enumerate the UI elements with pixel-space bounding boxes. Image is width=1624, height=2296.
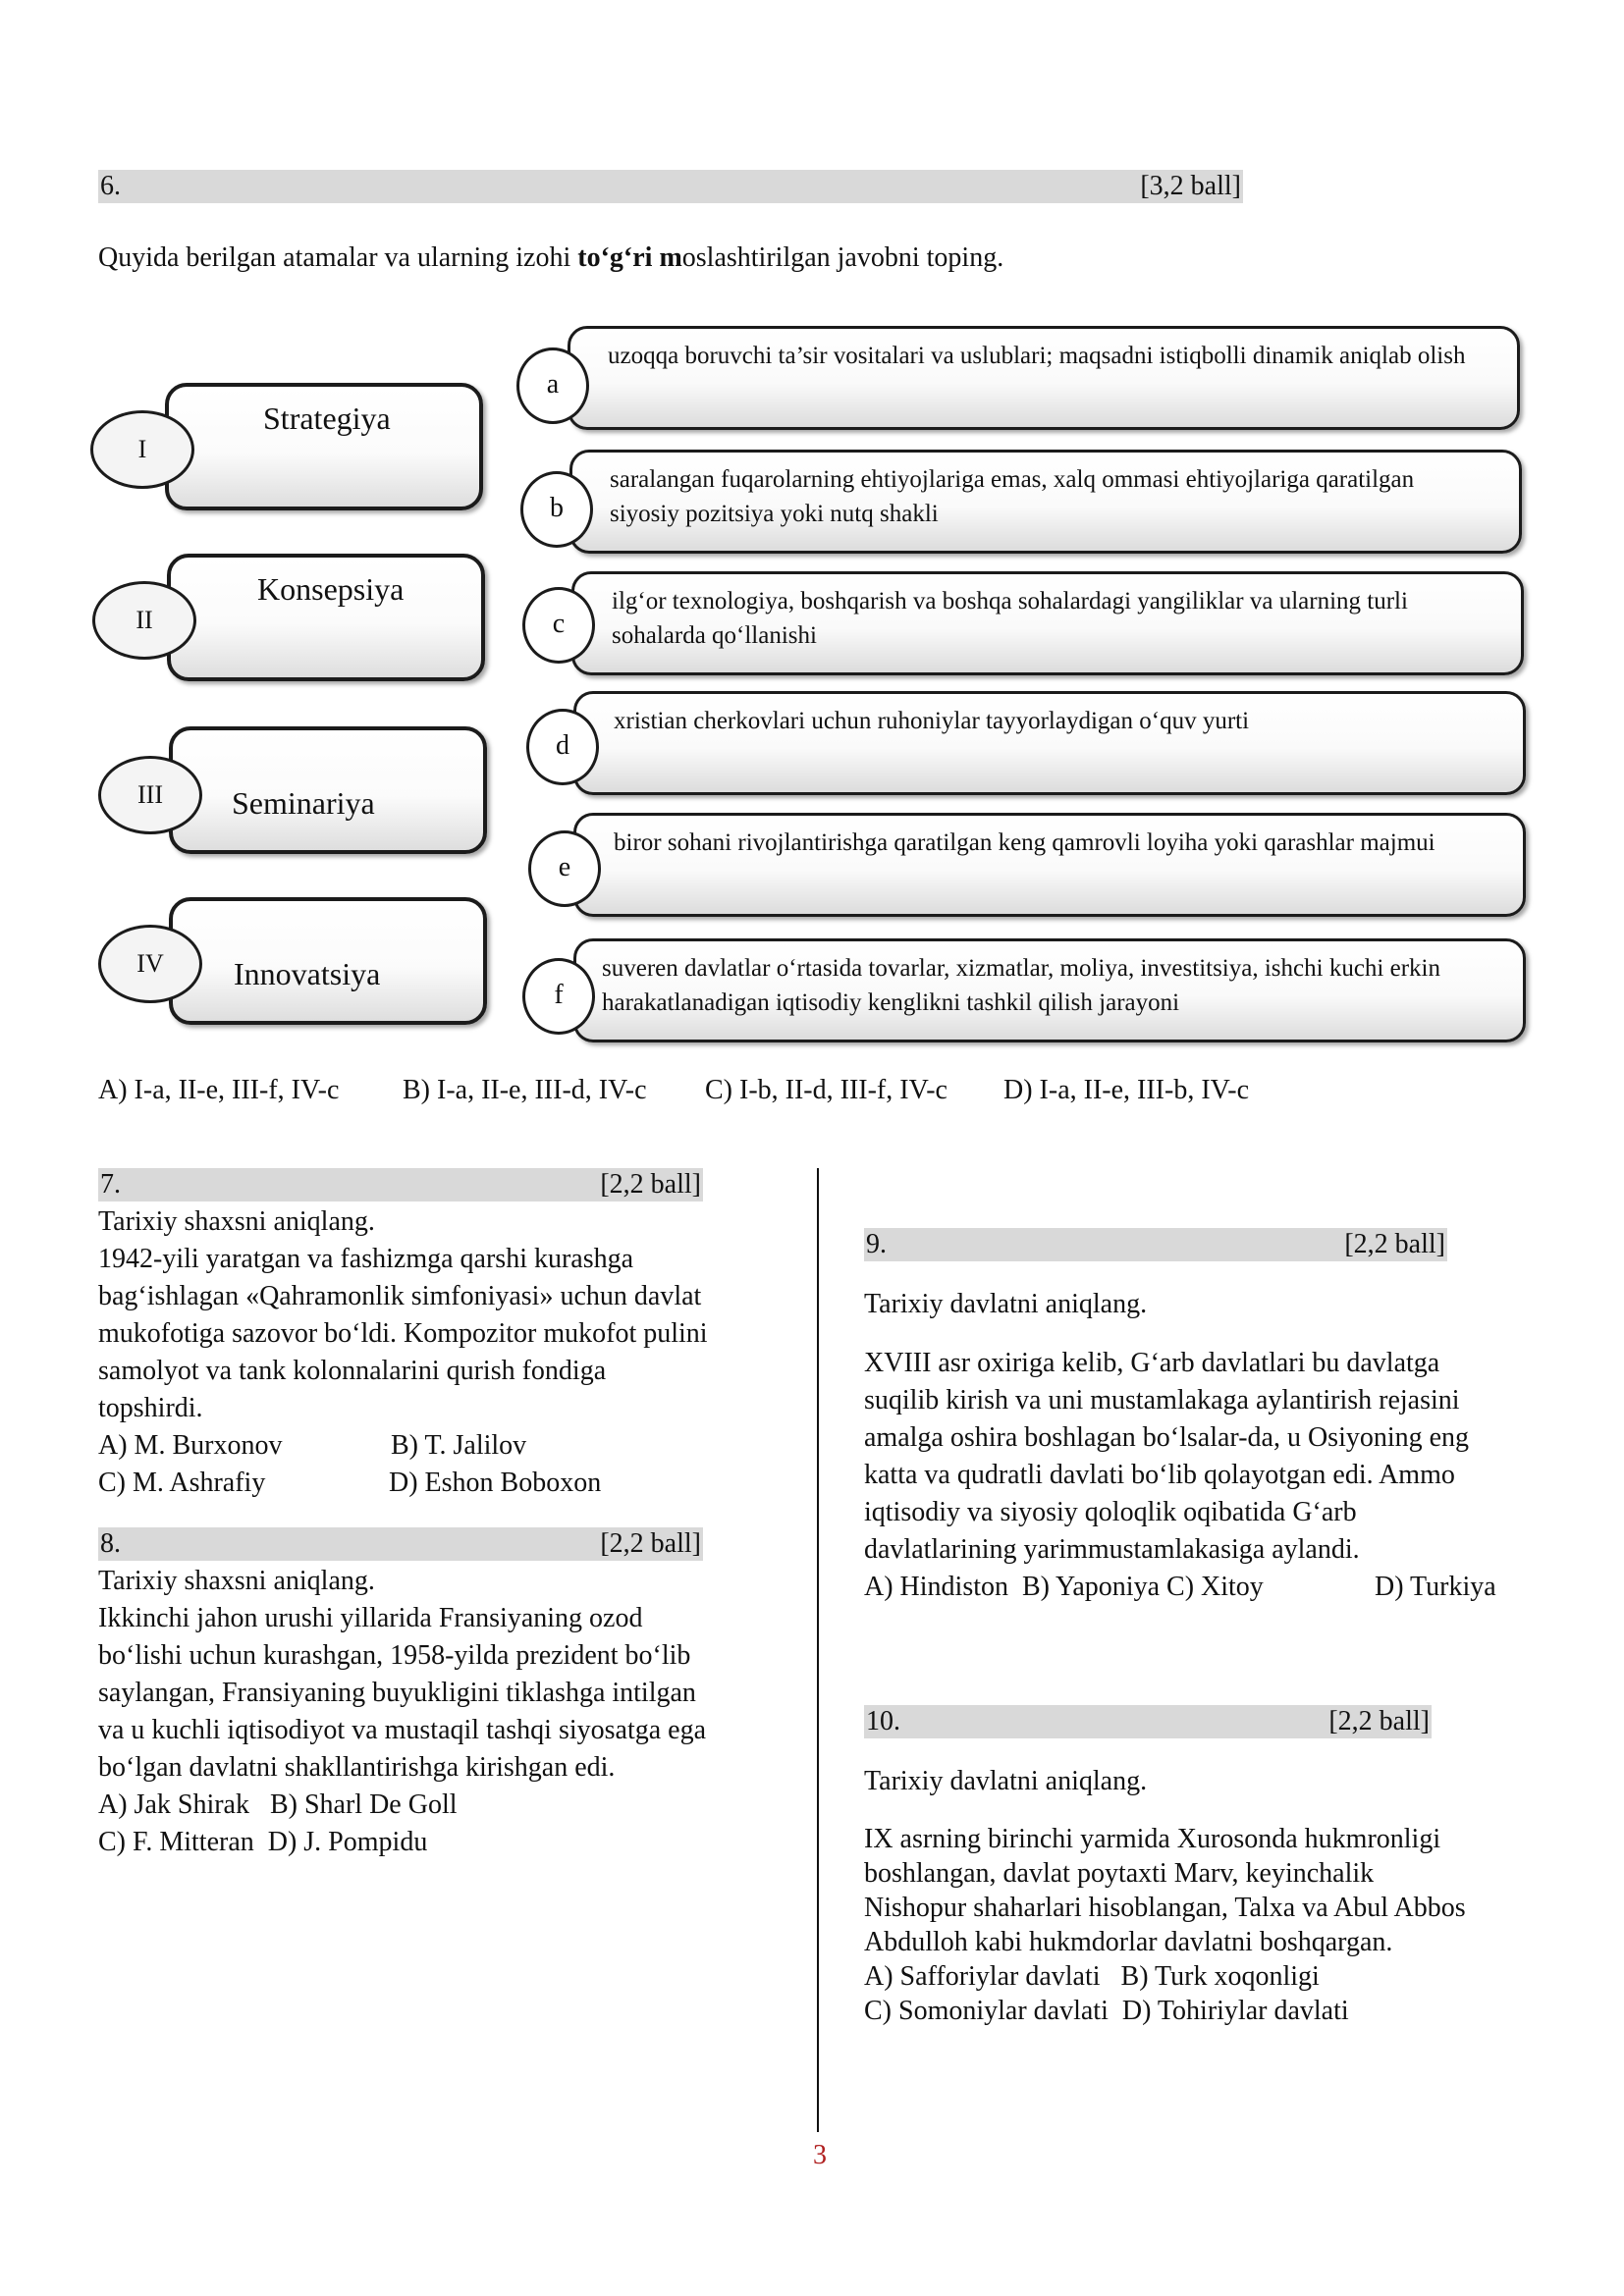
q6-points: [3,2 ball]	[1140, 171, 1241, 201]
q10-options-row-2: C) Somoniylar davlati D) Tohiriylar davlati	[864, 1996, 1349, 2026]
q6-answer-b: B) I-a, II-e, III-d, IV-c	[403, 1075, 647, 1105]
q9-points: [2,2 ball]	[1344, 1229, 1445, 1259]
definition-letter-b: b	[520, 471, 593, 548]
q8-header	[98, 1527, 703, 1561]
column-divider	[817, 1168, 819, 2132]
q9-line: iqtisodiy va siyosiy qoloqlik oqibatida G‘arb	[864, 1497, 1357, 1527]
definition-text: saralangan fuqarolarning ehtiyojlariga emas, xalq ommasi ehtiyojlariga qaratilgan siyosiy pozitsiya yoki nutq shakli	[610, 466, 1415, 527]
q6-answer-d: D) I-a, II-e, III-b, IV-c	[1003, 1075, 1250, 1105]
term-box-2	[167, 554, 485, 681]
q10-line: IX asrning birinchi yarmida Xurosonda hukmronligi	[864, 1824, 1441, 1854]
definition-letter-e: e	[528, 830, 601, 907]
q7-option-b: B) T. Jalilov	[391, 1430, 527, 1461]
definition-box-d	[573, 691, 1526, 795]
term-label: Seminariya	[232, 785, 375, 821]
q9-line: davlatlarining yarimmustamlakasiga aylandi.	[864, 1534, 1360, 1565]
definition-text: xristian cherkovlari uchun ruhoniylar tayyorlaydigan o‘quv yurti	[614, 708, 1250, 734]
q8-line: bo‘lgan davlatni shakllantirishga kirishgan edi.	[98, 1752, 616, 1783]
q7-option-a: A) M. Burxonov	[98, 1430, 283, 1461]
q7-options-row-2	[98, 1465, 805, 1502]
term-roman-4: IV	[98, 925, 202, 1003]
q10-line: boshlangan, davlat poytaxti Marv, keyinchalik	[864, 1858, 1375, 1889]
q10-header	[864, 1705, 1432, 1738]
term-label: Strategiya	[263, 400, 391, 436]
q6-prompt-part: oslashtirilgan javobni toping.	[681, 242, 1004, 273]
term-roman-3: III	[98, 756, 202, 834]
q8-options-row-1: A) Jak Shirak B) Sharl De Goll	[98, 1789, 458, 1820]
q6-number: 6.	[100, 171, 121, 201]
q6-header	[98, 170, 1243, 203]
q8-options-row-2: C) F. Mitteran D) J. Pompidu	[98, 1827, 428, 1857]
q8-points: [2,2 ball]	[600, 1528, 701, 1559]
q8-line: bo‘lishi uchun kurashgan, 1958-yilda prezident bo‘lib	[98, 1640, 691, 1671]
q10-intro: Tarixiy davlatni aniqlang.	[864, 1766, 1148, 1796]
term-roman-2: II	[92, 581, 196, 660]
q10-body	[864, 1822, 1591, 2028]
q9-line: katta va qudratli davlati bo‘lib qolayotgan edi. Ammo	[864, 1460, 1455, 1490]
q6-answer-c: C) I-b, II-d, III-f, IV-c	[705, 1075, 947, 1105]
q9-body	[864, 1345, 1591, 1606]
q7-line: topshirdi.	[98, 1393, 203, 1423]
q9-options-row	[864, 1569, 1591, 1606]
definition-box-e	[573, 813, 1526, 917]
q8-body	[98, 1563, 805, 1861]
q7-number: 7.	[100, 1169, 121, 1200]
definition-text: biror sohani rivojlantirishga qaratilgan keng qamrovli loyiha yoki qarashlar majmui	[614, 829, 1435, 856]
definition-box-b	[569, 450, 1522, 554]
q8-line: Tarixiy shaxsni aniqlang.	[98, 1566, 375, 1596]
definition-box-a	[568, 326, 1520, 430]
q6-answer-a: A) I-a, II-e, III-f, IV-c	[98, 1075, 340, 1105]
definition-box-f	[573, 938, 1526, 1042]
q7-options-row-1	[98, 1427, 805, 1465]
definition-text: suveren davlatlar o‘rtasida tovarlar, xizmatlar, moliya, investitsiya, ishchi kuchi erkin harakatlanadigan iqtisodiy kenglikni tashkil qilish jarayoni	[602, 955, 1440, 1016]
q10-points: [2,2 ball]	[1328, 1706, 1430, 1736]
q10-number: 10.	[866, 1706, 900, 1736]
q9-options-abc: A) Hindiston B) Yaponiya C) Xitoy	[864, 1572, 1264, 1602]
q9-line: amalga oshira boshlagan bo‘lsalar-da, u Osiyoning eng	[864, 1422, 1470, 1453]
q6-prompt	[98, 240, 1375, 277]
q10-line: Abdulloh kabi hukmdorlar davlatni boshqargan.	[864, 1927, 1393, 1957]
q7-line: samolyot va tank kolonnalarini qurish fondiga	[98, 1356, 607, 1386]
q8-line: saylangan, Fransiyaning buyukligini tiklashga intilgan	[98, 1678, 696, 1708]
definition-letter-f: f	[522, 958, 595, 1035]
page-number: 3	[813, 2140, 827, 2170]
q8-number: 8.	[100, 1528, 121, 1559]
definition-box-c	[571, 571, 1524, 675]
q7-body	[98, 1203, 805, 1502]
q7-points: [2,2 ball]	[600, 1169, 701, 1200]
q8-line: Ikkinchi jahon urushi yillarida Fransiyaning ozod	[98, 1603, 643, 1633]
term-label: Konsepsiya	[257, 571, 405, 607]
q9-line: suqilib kirish va uni mustamlakaga aylantirish rejasini	[864, 1385, 1460, 1415]
term-box-1	[165, 383, 483, 510]
definition-letter-a: a	[516, 347, 589, 424]
q9-option-d: D) Turkiya	[1375, 1572, 1496, 1602]
term-box-4	[169, 897, 487, 1025]
q7-line: bag‘ishlagan «Qahramonlik simfoniyasi» uchun davlat	[98, 1281, 702, 1311]
q6-prompt-bold: to‘g‘ri m	[577, 242, 682, 273]
q7-line: 1942-yili yaratgan va fashizmga qarshi kurashga	[98, 1244, 634, 1274]
q7-line: mukofotiga sazovor bo‘ldi. Kompozitor mukofot pulini	[98, 1318, 708, 1349]
q7-option-c: C) M. Ashrafiy	[98, 1468, 266, 1498]
q10-line: Nishopur shaharlari hisoblangan, Talxa va Abul Abbos	[864, 1893, 1466, 1923]
q9-number: 9.	[866, 1229, 887, 1259]
term-box-3	[169, 726, 487, 854]
q8-line: va u kuchli iqtisodiyot va mustaqil tashqi siyosatga ega	[98, 1715, 707, 1745]
q7-option-d: D) Eshon Boboxon	[389, 1468, 602, 1498]
term-roman-1: I	[90, 410, 194, 489]
q9-intro: Tarixiy davlatni aniqlang.	[864, 1289, 1148, 1319]
definition-text: uzoqqa boruvchi ta’sir vositalari va uslublari; maqsadni istiqbolli dinamik aniqlab olish	[608, 343, 1466, 369]
definition-letter-d: d	[526, 709, 599, 785]
q9-header	[864, 1228, 1447, 1261]
definition-text: ilg‘or texnologiya, boshqarish va boshqa sohalardagi yangiliklar va ularning turli sohalarda qo‘llanishi	[612, 588, 1408, 649]
q10-options-row-1: A) Safforiylar davlati B) Turk xoqonligi	[864, 1961, 1320, 1992]
definition-letter-c: c	[522, 587, 595, 664]
q6-prompt-part: Quyida berilgan atamalar va ularning izohi	[98, 242, 578, 273]
term-label: Innovatsiya	[234, 956, 381, 991]
q9-line: XVIII asr oxiriga kelib, G‘arb davlatlari bu davlatga	[864, 1348, 1440, 1378]
q7-line: Tarixiy shaxsni aniqlang.	[98, 1206, 375, 1237]
q7-header	[98, 1168, 703, 1201]
